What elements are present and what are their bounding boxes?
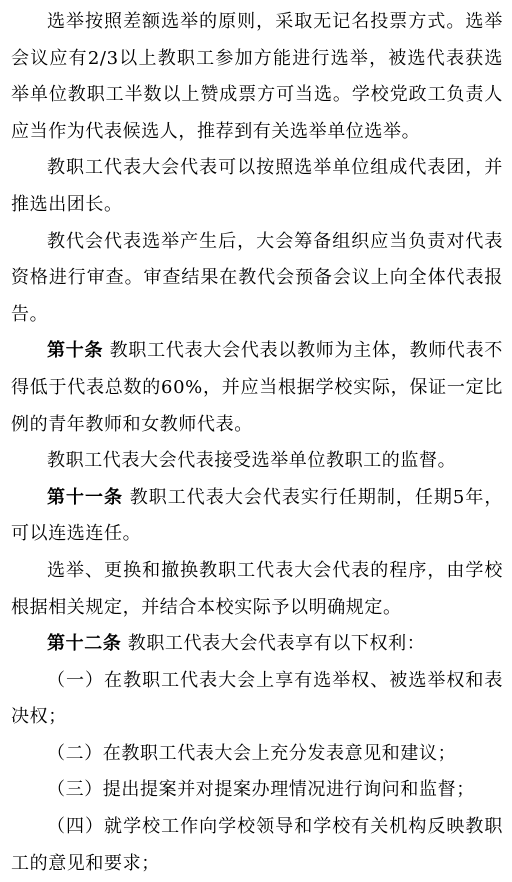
paragraph-text: 选举、更换和撤换教职工代表大会代表的程序，由学校根据相关规定，并结合本校实际予以明确规定。 <box>11 559 503 618</box>
article-heading: 第十条 <box>47 340 104 362</box>
list-item-right-1 <box>11 663 503 736</box>
list-item-right-3 <box>11 772 503 809</box>
paragraph-election-method <box>11 4 503 150</box>
paragraph-supervision <box>11 443 503 480</box>
paragraph-text: （二）在教职工代表大会上充分发表意见和建议； <box>47 742 457 764</box>
paragraph-text: 教职工代表大会代表实行任期制，任期5年，可以连选连任。 <box>11 486 503 545</box>
paragraph-text: 教职工代表大会代表以教师为主体，教师代表不得低于代表总数的60%，并应当根据学校实际，保证一定比例的青年教师和女教师代表。 <box>11 340 503 435</box>
paragraph-text: 选举按照差额选举的原则，采取无记名投票方式。选举会议应有2/3以上教职工参加方能进行选举，被选代表获选举单位教职工半数以上赞成票方可当选。学校党政工负责人应当作为代表候选人，推荐到有关选举单位选举。 <box>11 11 503 142</box>
paragraph-text: 教职工代表大会代表接受选举单位教职工的监督。 <box>47 450 457 472</box>
article-12 <box>11 626 503 663</box>
article-10 <box>11 333 503 443</box>
paragraph-text: （一）在教职工代表大会上享有选举权、被选举权和表决权； <box>11 669 503 728</box>
article-heading: 第十一条 <box>47 486 124 508</box>
paragraph-delegation <box>11 150 503 223</box>
article-heading: 第十二条 <box>47 633 122 655</box>
paragraph-text: （三）提出提案并对提案办理情况进行询问和监督； <box>47 779 475 801</box>
paragraph-text: 教职工代表大会代表享有以下权利： <box>121 633 426 655</box>
article-11 <box>11 480 503 553</box>
list-item-right-4 <box>11 809 503 882</box>
paragraph-qualification-review <box>11 224 503 334</box>
paragraph-text: （四）就学校工作向学校领导和学校有关机构反映教职工的意见和要求； <box>11 816 503 874</box>
paragraph-replacement-procedure <box>11 553 503 626</box>
paragraph-text: 教代会代表选举产生后，大会筹备组织应当负责对代表资格进行审查。审查结果在教代会预备会议上向全体代表报告。 <box>11 230 503 325</box>
paragraph-text: 教职工代表大会代表可以按照选举单位组成代表团，并推选出团长。 <box>11 157 503 215</box>
list-item-right-2 <box>11 736 503 773</box>
